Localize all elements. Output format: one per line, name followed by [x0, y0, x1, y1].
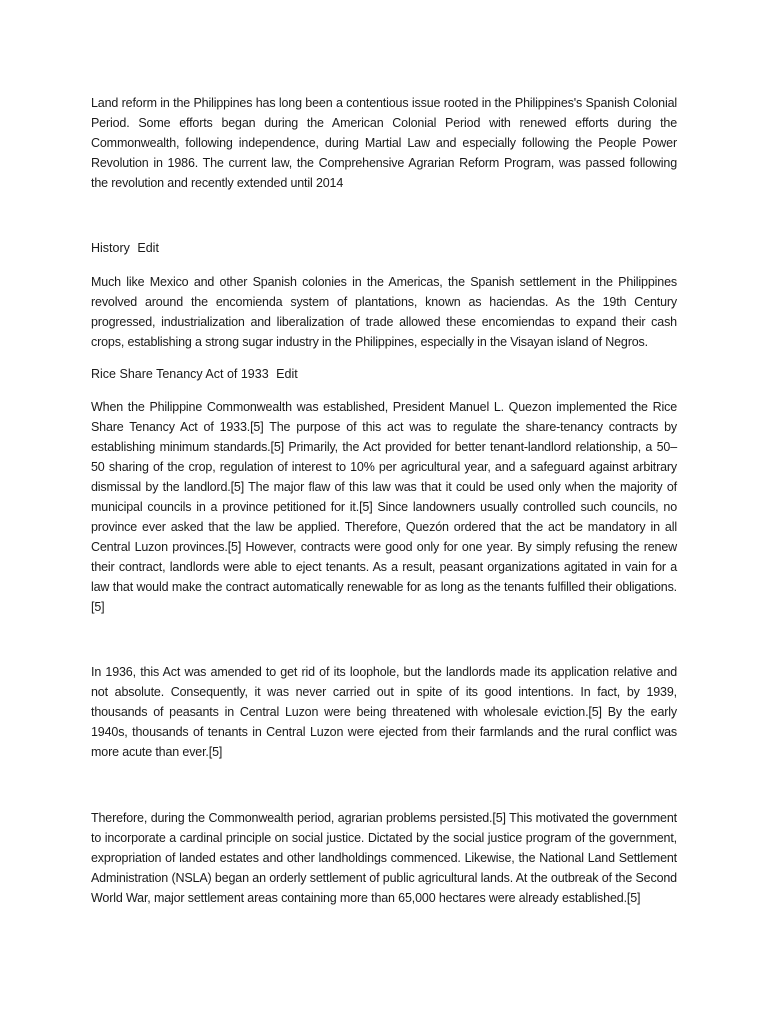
history-heading [91, 238, 159, 258]
history-paragraph: Much like Mexico and other Spanish colonies in the Americas, the Spanish settlement in the Philippines revolved around the encomienda system of plantations, known as haciendas. As the 19th Century progressed, industrialization and liberalization of trade allowed these encomiendas to expand their cash crops, establishing a strong sugar industry in the Philippines, especially in the Visayan island of Negros. [91, 275, 677, 349]
intro-paragraph: Land reform in the Philippines has long been a contentious issue rooted in the Philippines's Spanish Colonial Period. Some efforts began during the American Colonial Period with renewed efforts during the Commonwealth, following independence, during Martial Law and especially following the People Power Revolution in 1986. The current law, the Comprehensive Agrarian Reform Program, was passed following the revolution and recently extended until 2014 [91, 96, 677, 190]
rice-share-paragraph-3: Therefore, during the Commonwealth period, agrarian problems persisted.[5] This motivated the government to incorporate a cardinal principle on social justice. Dictated by the social justice program of the government, expropriation of landed estates and other landholdings commenced. Likewise, the National Land Settlement Administration (NSLA) began an orderly settlement of public agricultural lands. At the outbreak of the Second World War, major settlement areas containing more than 65,000 hectares were already established.[5] [91, 811, 677, 905]
rice-share-paragraph-1: When the Philippine Commonwealth was established, President Manuel L. Quezon implemented the Rice Share Tenancy Act of 1933.[5] The purpose of this act was to regulate the share-tenancy contracts by establishing minimum standards.[5] Primarily, the Act provided for better tenant-landlord relationship, a 50–50 sharing of the crop, regulation of interest to 10% per agricultural year, and a safeguard against arbitrary dismissal by the landlord.[5] The major flaw of this law was that it could be used only when the majority of municipal councils in a province petitioned for it.[5] Since landowners usually controlled such councils, no province ever asked that the law be applied. Therefore, Quezón ordered that the act be mandatory in all Central Luzon provinces.[5] However, contracts were good only for one year. By simply refusing the renew their contract, landlords were able to eject tenants. As a result, peasant organizations agitated in vain for a law that would make the contract automatically renewable for as long as the tenants fulfilled their obligations.[5] [91, 400, 677, 614]
rice-share-edit-link[interactable]: Edit [276, 367, 298, 381]
rice-share-paragraph-2: In 1936, this Act was amended to get rid of its loophole, but the landlords made its application relative and not absolute. Consequently, it was never carried out in spite of its good intentions. In fact, by 1939, thousands of peasants in Central Luzon were being threatened with wholesale eviction.[5] By the early 1940s, thousands of tenants in Central Luzon were ejected from their farmlands and the rural conflict was more acute than ever.[5] [91, 665, 677, 759]
history-edit-link[interactable]: Edit [137, 241, 159, 255]
history-heading-text: History [91, 241, 130, 255]
rice-share-heading [91, 364, 298, 384]
rice-share-heading-text: Rice Share Tenancy Act of 1933 [91, 367, 269, 381]
